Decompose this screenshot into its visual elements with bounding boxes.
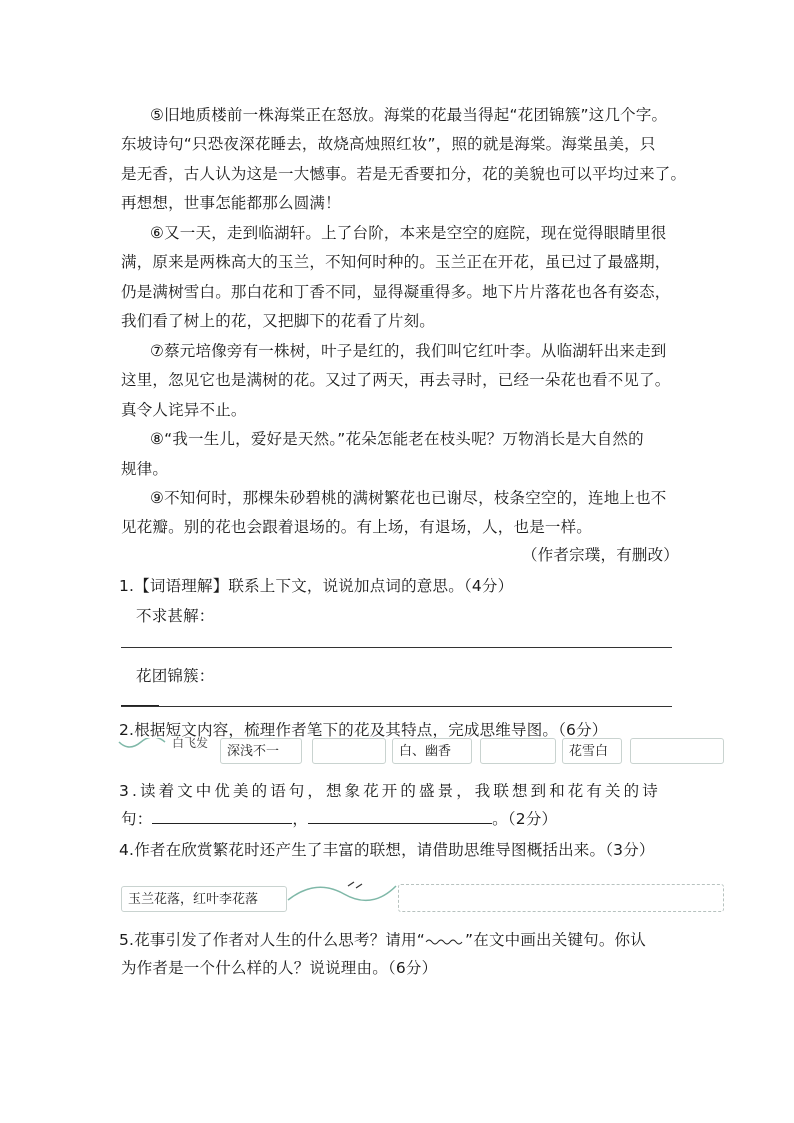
question-1-item-2: 花团锦簇： <box>136 667 215 685</box>
answer-blank-1[interactable] <box>152 809 292 824</box>
mindmap-answer-box[interactable] <box>398 884 724 912</box>
passage-line: ⑥又一天，走到临湖轩。上了台阶，本来是空空的庭院，现在觉得眼睛里很 <box>150 224 667 242</box>
passage-line: 见花瓣。别的花也会跟着退场的。有上场，有退场，人，也是一样。 <box>121 518 593 536</box>
passage-line: 是无香，古人认为这是一大憾事。若是无香要扣分，花的美貌也可以平均过来了。 <box>121 165 687 183</box>
mindmap-box: 白、幽香 <box>392 738 472 764</box>
question-3-separator: ， <box>292 810 309 828</box>
mindmap-box: 花雪白 <box>562 738 622 764</box>
question-3-line-1: 3.读着文中优美的语句，想象花开的盛景，我联想到和花有关的诗 <box>119 782 661 800</box>
question-5-line-2: 为作者是一个什么样的人？说说理由。（6分） <box>121 959 438 977</box>
passage-line: 我们看了树上的花，又把脚下的花看了片刻。 <box>121 312 436 330</box>
question-3-suffix: 。（2分） <box>492 810 558 828</box>
curve-connector-icon <box>117 738 167 750</box>
mindmap-box: 深浅不一 <box>220 738 302 764</box>
question-4-title: 4.作者在欣赏繁花时还产生了丰富的联想，请借助思维导图概括出来。（3分） <box>119 841 655 859</box>
answer-line[interactable] <box>121 706 672 707</box>
mindmap-box-empty[interactable] <box>480 738 556 764</box>
passage-line: 满，原来是两株高大的玉兰，不知何时种的。玉兰正在开花，虽已过了最盛期， <box>121 253 671 271</box>
passage-line: ⑨不知何时，那棵朱砂碧桃的满树繁花也已谢尽，枝条空空的，连地上也不 <box>150 489 667 507</box>
question-2-title: 2.根据短文内容，梳理作者笔下的花及其特点，完成思维导图。（6分） <box>119 721 608 739</box>
question-5-line-1 <box>119 928 646 950</box>
mindmap-box-partial: 白飞发 <box>172 736 209 750</box>
answer-line[interactable] <box>121 647 672 648</box>
question-3-prefix: 句： <box>121 810 153 828</box>
mindmap-box-empty[interactable] <box>630 738 724 764</box>
question-1-title: 1.【词语理解】联系上下文，说说加点词的意思。（4分） <box>119 577 514 595</box>
passage-line: 仍是满树雪白。那白花和丁香不同，显得凝重得多。地下片片落花也各有姿态， <box>121 283 671 301</box>
mindmap-box-empty[interactable] <box>312 738 386 764</box>
answer-blank-2[interactable] <box>308 809 492 824</box>
passage-line: 这里，忽见它也是满树的花。又过了两天，再去寻时，已经一朵花也看不见了。 <box>121 371 671 389</box>
curve-connector-icon <box>286 876 398 906</box>
passage-line: 再想想，世事怎能都那么圆满！ <box>121 194 341 212</box>
passage-line: ⑧“我一生儿，爱好是天然。”花朵怎能老在枝头呢？万物消长是大自然的 <box>150 430 644 448</box>
passage-line: 东坡诗句“只恐夜深花睡去，故烧高烛照红妆”，照的就是海棠。海棠虽美，只 <box>121 135 656 153</box>
mindmap-box: 玉兰花落，红叶李花落 <box>121 886 287 912</box>
source-attribution: （作者宗璞，有删改） <box>522 546 680 564</box>
passage-line: ⑦蔡元培像旁有一株树，叶子是红的，我们叫它红叶李。从临湖轩出来走到 <box>150 342 667 360</box>
question-1-item-1: 不求甚解： <box>136 607 215 625</box>
wavy-underline-icon <box>425 936 465 946</box>
passage-line: ⑤旧地质楼前一株海棠正在怒放。海棠的花最当得起“花团锦簇”这几个字。 <box>150 106 668 124</box>
question-5-text-a: 5.花事引发了作者对人生的什么思考？请用“ <box>119 931 426 949</box>
question-5-text-b: ”在文中画出关键句。你认 <box>465 931 646 949</box>
question-3-line-2 <box>121 807 557 829</box>
passage-line: 真令人诧异不止。 <box>121 401 247 419</box>
passage-line: 规律。 <box>121 460 169 478</box>
